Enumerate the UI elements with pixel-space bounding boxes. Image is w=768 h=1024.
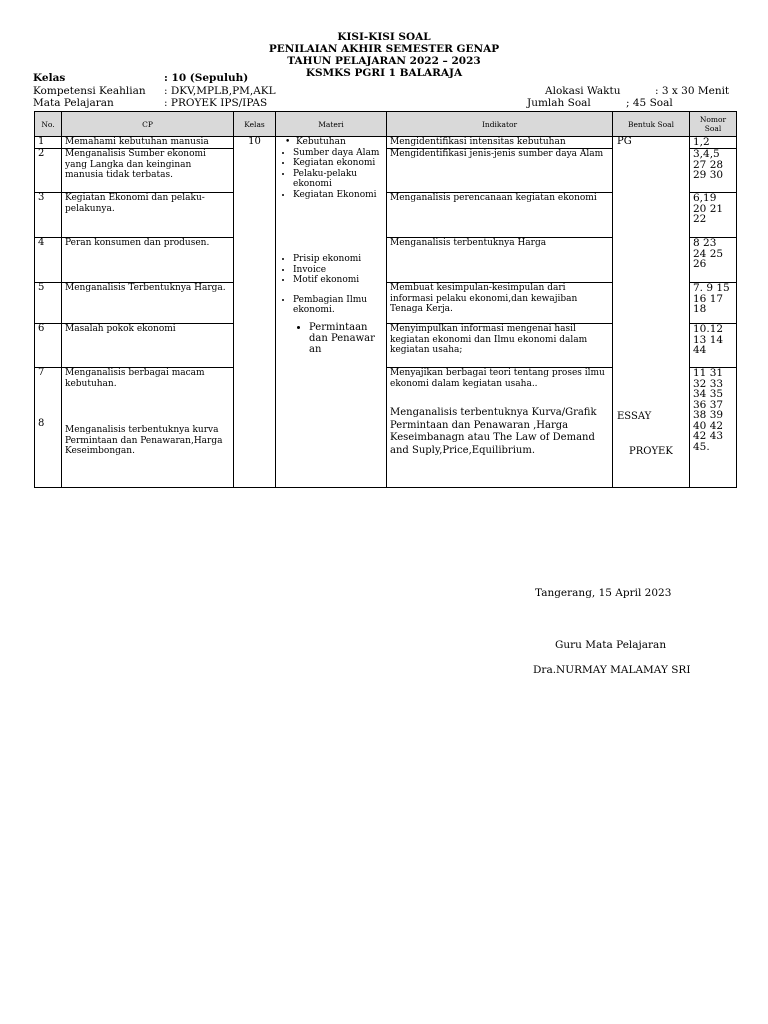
header-materi: Materi <box>276 112 387 137</box>
row-nomor: 6,19 20 21 22 <box>690 193 737 238</box>
doc-year: TAHUN PELAJARAN 2022 – 2023 <box>287 55 481 67</box>
row-cp: Masalah pokok ekonomi <box>62 324 234 368</box>
jumlah-value: ; 45 Soal <box>626 97 673 109</box>
materi-item: • Motif ekonomi <box>293 275 383 286</box>
doc-school: KSMKS PGRI 1 BALARAJA <box>305 67 463 79</box>
materi-item: • Pembagian Ilmu ekonomi. <box>293 295 383 316</box>
doc-subtitle: PENILAIAN AKHIR SEMESTER GENAP <box>268 43 500 55</box>
mapel-label: Mata Pelajaran <box>33 97 114 109</box>
row-no-8: 8 <box>38 417 45 429</box>
row-indikator: Membuat kesimpulan-kesimpulan dari informasi pelaku ekonomi,dan kewajiban Tenaga Kerja. <box>387 283 613 324</box>
row-indikator: Menganalisis perencanaan kegiatan ekonomi <box>387 193 613 238</box>
header-kelas: Kelas <box>234 112 276 137</box>
row-no: 1 <box>35 137 62 149</box>
materi-item: • Kegiatan ekonomi <box>293 158 383 169</box>
bentuk-proyek: PROYEK <box>629 446 673 457</box>
table-header-row <box>35 112 737 137</box>
row-cp: Menganalisis Sumber ekonomi yang Langka dan keinginan manusia tidak terbatas. <box>62 149 234 193</box>
jumlah-label: Jumlah Soal <box>527 97 591 109</box>
header-bentuk: Bentuk Soal <box>613 112 690 137</box>
materi-item: • Sumber daya Alam <box>293 148 383 159</box>
kelas-label: Kelas <box>33 72 66 84</box>
kisi-kisi-table <box>34 111 737 488</box>
alokasi-value: : 3 x 30 Menit <box>655 85 730 97</box>
materi-item: • Kegiatan Ekonomi <box>293 190 383 201</box>
row-nomor: 3,4,5 27 28 29 30 <box>690 149 737 193</box>
row-indikator: Mengidentifikasi intensitas kebutuhan <box>387 137 613 149</box>
row-no: 3 <box>35 193 62 238</box>
materi-cell <box>276 137 387 488</box>
materi-item: • Invoice <box>293 265 383 276</box>
row-no: 2 <box>35 149 62 193</box>
table-row <box>35 137 737 149</box>
mapel-value: : PROYEK IPS/IPAS <box>164 97 268 109</box>
row-cp: Peran konsumen dan produsen. <box>62 238 234 283</box>
kompetensi-label: Kompetensi Keahlian <box>33 85 146 97</box>
row-cp: Menganalisis Terbentuknya Harga. <box>62 283 234 324</box>
row-no: 4 <box>35 238 62 283</box>
header-no: No. <box>35 112 62 137</box>
row-nomor: 7. 9 15 16 17 18 <box>690 283 737 324</box>
bentuk-cell <box>613 137 690 488</box>
row-nomor: 10.12 13 14 44 <box>690 324 737 368</box>
row-nomor: 8 23 24 25 26 <box>690 238 737 283</box>
row-indikator <box>387 368 613 488</box>
header-nomor: Nomor Soal <box>690 112 737 137</box>
row-no <box>35 368 62 488</box>
row-nomor: 1,2 <box>690 137 737 149</box>
materi-item: • Kebutuhan <box>285 137 346 147</box>
sign-role: Guru Mata Pelajaran <box>555 639 667 651</box>
row-no: 6 <box>35 324 62 368</box>
bentuk-pg: PG <box>617 136 632 147</box>
kelas-cell: 10 <box>234 137 276 488</box>
materi-item: • Prisip ekonomi <box>293 254 383 265</box>
doc-title: KISI-KISI SOAL <box>337 31 431 43</box>
kelas-value: : 10 (Sepuluh) <box>164 72 249 84</box>
row-cp: Kegiatan Ekonomi dan pelaku-pelakunya. <box>62 193 234 238</box>
sign-place-date: Tangerang, 15 April 2023 <box>535 587 672 599</box>
alokasi-label: Alokasi Waktu <box>545 85 621 97</box>
sign-name: Dra.NURMAY MALAMAY SRI <box>533 664 691 676</box>
materi-item: • Permintaan dan Penawar an <box>309 322 383 355</box>
materi-item: • Pelaku-pelaku ekonomi <box>293 169 383 190</box>
cp-8: Menganalisis terbentuknya kurva Permintaan dan Penawaran,Harga Keseimbongan. <box>65 425 223 456</box>
row-no: 5 <box>35 283 62 324</box>
header-indikator: Indikator <box>387 112 613 137</box>
row-indikator: Menyimpulkan informasi mengenai hasil kegiatan ekonomi dan Ilmu ekonomi dalam kegiatan usaha; <box>387 324 613 368</box>
row-indikator: Mengidentifikasi jenis-jenis sumber daya Alam <box>387 149 613 193</box>
row-cp <box>62 368 234 488</box>
indikator-7: Menyajikan berbagai teori tentang proses ilmu ekonomi dalam kegiatan usaha.. <box>390 368 605 389</box>
cp-7: Menganalisis berbagai macam kebutuhan. <box>65 368 205 389</box>
header-cp: CP <box>62 112 234 137</box>
kompetensi-value: : DKV,MPLB,PM,AKL <box>164 85 276 97</box>
row-nomor: 11 31 32 33 34 35 36 37 38 39 40 42 42 43 45. <box>690 368 737 488</box>
row-cp: Memahami kebutuhan manusia <box>62 137 234 149</box>
row-no-7: 7 <box>38 367 45 378</box>
row-indikator: Menganalisis terbentuknya Harga <box>387 238 613 283</box>
indikator-8: Menganalisis terbentuknya Kurva/Grafik Permintaan dan Penawaran ,Harga Keseimbanagn atau The Law of Demand and Suply,Price,Equilibrium. <box>390 407 597 456</box>
bentuk-essay: ESSAY <box>617 411 652 422</box>
